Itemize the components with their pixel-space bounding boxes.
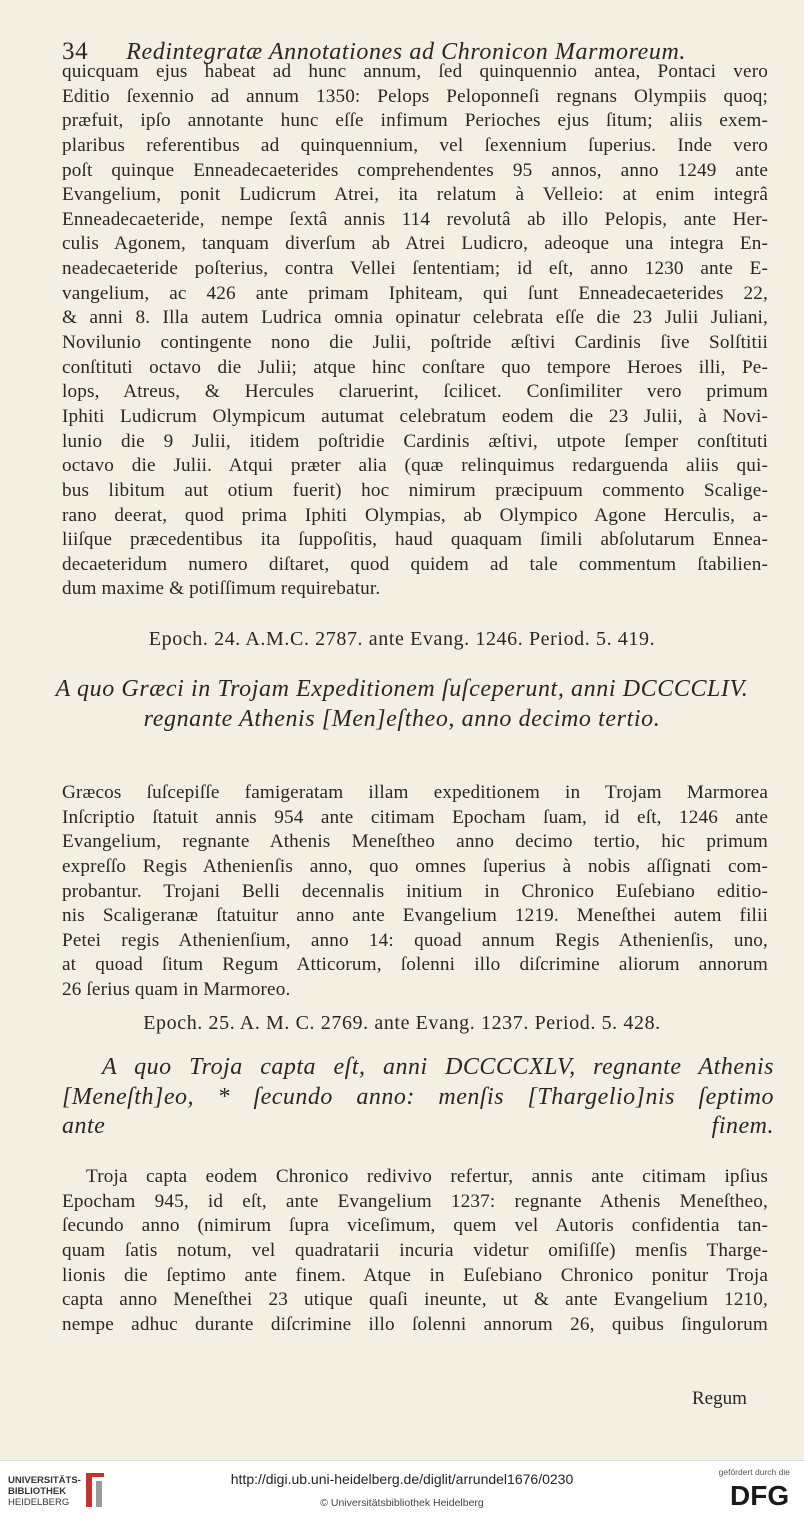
text-line: bus libitum aut otium fuerit) hoc nimirum præcipuum commento Scalige-: [62, 479, 768, 501]
heading-line: A quo Troja capta eſt, anni DCCCCXLV, regnante Athenis: [102, 1054, 774, 1080]
text-line: octavo die Julii. Atqui præter alia (quæ relinquimus redarguenda aliis qui-: [62, 455, 768, 477]
text-line: capta anno Meneſthei 23 utique quaſi ineunte, ut & ante Evangelium 1210,: [62, 1289, 768, 1311]
text-line: lunio die 9 Julii, itidem poſtridie Cardinis æſtivi, utpote ſemper conſtituti: [62, 430, 768, 452]
heading-2: [62, 1053, 774, 1142]
text-line: Epocham 945, id eſt, ante Evangelium 1237: regnante Athenis Meneſtheo,: [62, 1190, 768, 1212]
text-line: Iphiti Ludicrum Olympicum autumat celebratum eodem die 23 Julii, à Novi-: [62, 405, 768, 427]
text-line: Petei regis Athenienſium, anno 14: quoad annum Regis Athenienſis, uno,: [62, 929, 768, 951]
text-line: conſtituti octavo die Julii; atque hinc conſtare quo tempore Heroes illi, Pe-: [62, 356, 768, 378]
page-number: 34: [62, 38, 89, 65]
catchword: Regum: [692, 1388, 747, 1409]
footer-bar: [0, 1460, 804, 1518]
text-line: ſecundo anno (nimirum ſupra viceſimum, quem vel Autoris confidentia tan-: [62, 1215, 768, 1237]
text-line: Evangelium, ponit Ludicrum Atrei, ita relatum à Velleio: at enim integrâ: [62, 184, 768, 206]
text-line: Enneadecaeteride, nempe ſextâ annis 114 revolutâ ab illo Pelopis, ante Her-: [62, 208, 768, 230]
text-line: at quoad ſitum Regum Atticorum, ſolenni illo diſcrimine aliorum annorum: [62, 954, 768, 976]
text-line: decaeteridum numero diſtaret, quod quidem ad tale commentum ſtabilien-: [62, 553, 768, 575]
text-line: præfuit, ipſo annotante hunc eſſe infimum Perioches ejus ſitum; aliis exem-: [62, 110, 768, 132]
text-line: Novilunio contingente nono die Julii, poſtride æſtivi Cardinis ſive Solſtitii: [62, 332, 768, 354]
dfg-logo-icon: [730, 1479, 792, 1509]
text-line: culis Agonem, tanquam diverſum ab Atrei Ludicro, adeoque una integra En-: [62, 233, 768, 255]
heading-1: [0, 674, 804, 734]
running-title: Redintegratæ Annotationes ad Chronicon Marmoreum.: [126, 39, 687, 65]
text-line: 26 ſerius quam in Marmoreo.: [62, 979, 291, 1001]
copyright-notice: © Universitätsbibliothek Heidelberg: [320, 1497, 484, 1509]
text-line: & anni 8. Illa autem Ludrica omnia opinatur celebrata eſſe die 23 Julii Juliani,: [62, 307, 768, 329]
text-line: Græcos ſuſcepiſſe famigeratam illam expeditionem in Trojam Marmorea: [62, 782, 768, 803]
text-line: vangelium, ac 426 ante primam Iphiteam, qui ſunt Enneadecaeterides 22,: [62, 282, 768, 304]
library-name-line: UNIVERSITÄTS-: [8, 1475, 81, 1486]
text-line: probantur. Trojani Belli decennalis initium in Chronico Euſebiano editio-: [62, 880, 768, 902]
text-line: lops, Atreus, & Hercules claruerint, ſcilicet. Conſimiliter vero primum: [62, 381, 768, 403]
text-line: Evangelium, regnante Athenis Meneſtheo anno decimo tertio, hic primum: [62, 831, 768, 853]
heading-line: ante finem.: [62, 1113, 774, 1139]
text-line: quam ſatis notum, vel quadratarii incuria videtur omiſiſſe) menſis Tharge-: [62, 1239, 768, 1261]
text-line: poſt quinque Enneadecaeterides comprehendentes 95 annos, anno 1249 ante: [62, 159, 768, 181]
text-line: expreſſo Regis Athenienſis anno, quo omnes ſuperius à nobis aſſignati com-: [62, 855, 768, 877]
paragraph-2: [62, 781, 768, 1003]
text-line: nempe adhuc durante diſcrimine illo ſolenni annorum 26, quibus ſingulorum: [62, 1313, 768, 1335]
heading-line: regnante Athenis [Men]eſtheo, anno decimo tertio.: [143, 706, 661, 732]
funding-note: gefördert durch die: [718, 1467, 790, 1477]
text-line: lionis die ſeptimo ante finem. Atque in Euſebiano Chronico ponitur Troja: [62, 1264, 768, 1286]
text-line: Editio ſexennio ad annum 1350: Pelops Peloponneſi regnans Olympiis quoq;: [62, 85, 768, 107]
library-name-line: BIBLIOTHEK: [8, 1486, 67, 1497]
heading-line: [Meneſth]eo, * ſecundo anno: menſis [Thargelio]nis ſeptimo: [62, 1083, 774, 1110]
text-line: quicquam ejus habeat ad hunc annum, ſed quinquennio antea, Pontaci vero: [62, 61, 768, 82]
epoch-line-1: Epoch. 24. A.M.C. 2787. ante Evang. 1246. Period. 5. 419.: [148, 628, 656, 650]
paragraph-3: [62, 1165, 768, 1337]
epoch-line-2: Epoch. 25. A. M. C. 2769. ante Evang. 1237. Period. 5. 428.: [143, 1012, 661, 1034]
text-line: plaribus referentibus ad quinquennium, vel ſexennium ſuperius. Inde vero: [62, 134, 768, 156]
text-line: nis Scaligeranæ ſtatuitur anno ante Evangelium 1219. Meneſthei autem filii: [62, 905, 768, 927]
text-line: liiſque præcedentibus ita ſuppoſitis, haud quaquam ſimili abſolutarum Ennea-: [62, 529, 768, 551]
text-line: neadecaeteride poſterius, contra Vellei ſententiam; id eſt, anno 1230 ante E-: [62, 258, 768, 280]
heading-line: A quo Græci in Trojam Expeditionem ſuſceperunt, anni DCCCCLIV.: [55, 676, 749, 702]
text-line: rano deerat, quod prima Iphiti Olympias, ab Olympico Agone Herculis, a-: [62, 504, 768, 526]
permalink-url[interactable]: http://digi.ub.uni-heidelberg.de/diglit/arrundel1676/0230: [230, 1471, 574, 1487]
paragraph-1: [62, 60, 768, 602]
funder-name: DFG: [730, 1480, 790, 1509]
text-line: Inſcriptio ſtatuit annis 954 ante citimam Epocham ſuam, id eſt, 1246 ante: [62, 806, 768, 828]
library-name-line: HEIDELBERG: [8, 1497, 70, 1508]
text-line: Troja capta eodem Chronico redivivo refertur, annis ante citimam ipſius: [86, 1166, 768, 1187]
text-line: dum maxime & potiſſimum requirebatur.: [62, 578, 381, 600]
